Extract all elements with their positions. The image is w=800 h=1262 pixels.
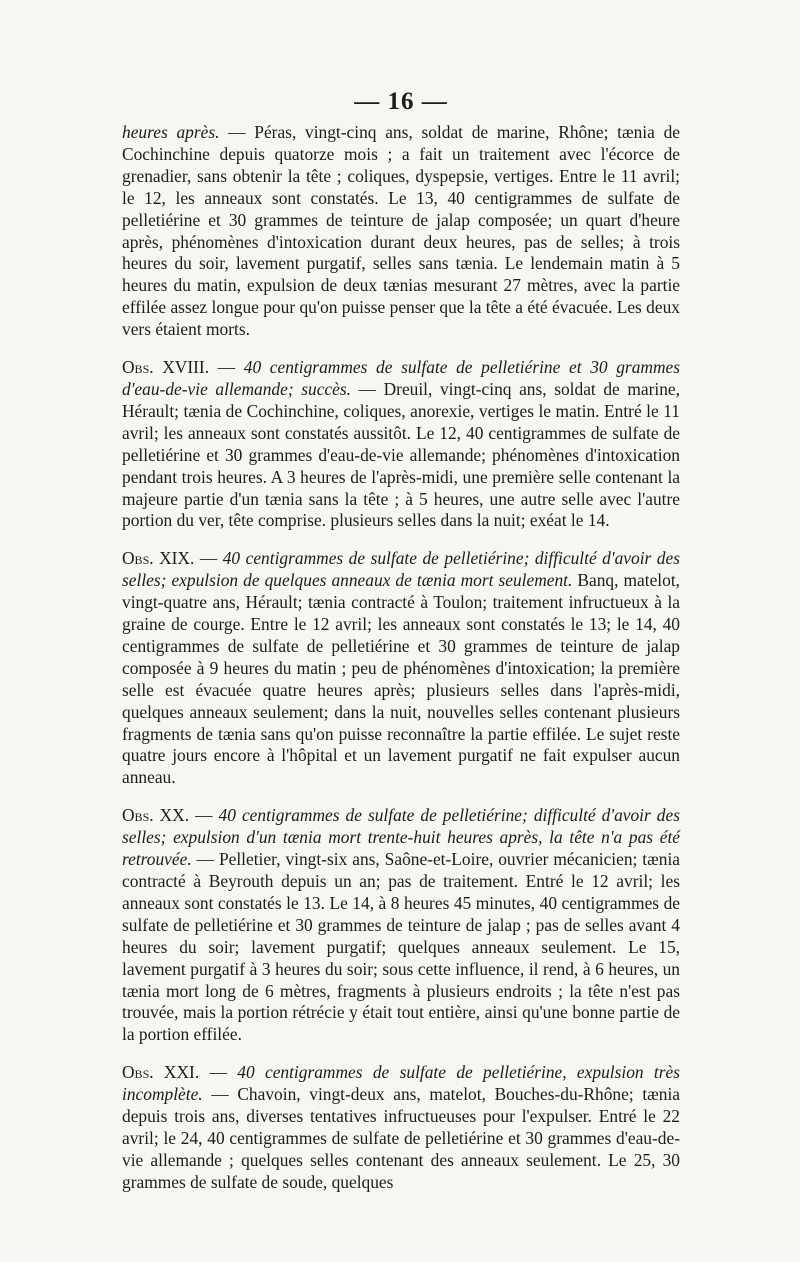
observation-label: Obs. XIX. [122, 548, 195, 569]
paragraph-body: Banq, matelot, vingt-quatre ans, Hérault; tænia contracté à Toulon; traitement infructueux à la graine de courge. Entre le 12 avril; les anneaux sont constatés le 13; le 14, 40 centigrammes de sulfate de pelletiérine et 30 grammes de teinture de jalap composée à 9 heures du matin ; peu de phénomènes d'intoxication; la première selle est évacuée quatre heures après; plusieurs selles dans l'après-midi, quelques anneaux seulement; dans la nuit, nouvelles selles contenant plusieurs fragments de tænia sans qu'on puisse reconnaître la partie effilée. Le sujet reste quatre jours encore à l'hôpital et un lavement purgatif ne fait expulser aucun anneau. [122, 570, 680, 788]
observation-label: Obs. XXI. [122, 1062, 200, 1083]
paragraph-obs-xxi [122, 1062, 680, 1193]
paragraph-obs-xix [122, 548, 680, 789]
lead-italic: heures après. [122, 122, 220, 142]
paragraph-obs-xvii-end [122, 122, 680, 341]
observation-label: Obs. XVIII. [122, 357, 210, 378]
paragraph-body: — Dreuil, vingt-cinq ans, soldat de marine, Hérault; tænia de Cochinchine, coliques, anorexie, vertiges le matin. Entré le 11 avril; les anneaux sont constatés aussitôt. Le 12, 40 centigrammes de sulfate de pelletiérine et 30 grammes d'eau-de-vie allemande; phénomènes d'intoxication pendant trois heures. A 3 heures de l'après-midi, une première selle contenant la majeure partie d'un tænia sans la tête ; à 5 heures, une autre selle avec l'autre portion du ver, tête comprise. plusieurs selles dans la nuit; exéat le 14. [122, 378, 681, 531]
paragraph-body: — Pelletier, vingt-six ans, Saône-et-Loire, ouvrier mécanicien; tænia contracté à Beyrouth depuis un an; pas de traitement. Entré le 12 avril; les anneaux sont constatés le 13. Le 14, à 8 heures 45 minutes, 40 centigrammes de sulfate de pelletiérine et 30 grammes de teinture de jalap ; pas de selles avant 4 heures du soir; lavement purgatif; quelques anneaux seulement. Le 15, lavement purgatif à 3 heures du soir; sous cette influence, il rend, à 6 heures, un tænia mort long de 6 mètres, fragments à plusieurs endroits ; la tête n'est pas trouvée, mais la portion rétrécie y était tout entière, ainsi qu'une bonne partie de la portion effilée. [122, 849, 680, 1045]
paragraph-obs-xx [122, 805, 680, 1046]
separator-dash: — [189, 805, 219, 826]
observation-title: 40 centigrammes de sulfate de pelletiérine et 30 grammes d'eau-de-vie allemande; succès. [122, 357, 680, 399]
paragraph-body: — Chavoin, vingt-deux ans, matelot, Bouches-du-Rhône; tænia depuis trois ans, diverses tentatives infructueuses pour l'expulser. Entré le 22 avril; le 24, 40 centigrammes de sulfate de pelletiérine et 30 grammes d'eau-de-vie allemande ; quelques selles contenant des anneaux seulement. Le 25, 30 grammes de sulfate de soude, quelques [122, 1084, 680, 1192]
observation-title: 40 centigrammes de sulfate de pelletiérine; difficulté d'avoir des selles; expulsion d'un tænia mort trente-huit heures après, la tête n'a pas été retrouvée. [122, 805, 680, 870]
separator-dash: — [209, 357, 244, 378]
observation-title: 40 centigrammes de sulfate de pelletiérine, expulsion très incomplète. [122, 1062, 680, 1105]
page-number: — 16 — [354, 88, 448, 115]
paragraph-obs-xviii [122, 357, 680, 532]
separator-dash: — [194, 548, 223, 569]
observation-label: Obs. XX. [122, 805, 190, 826]
separator-dash: — [199, 1062, 238, 1083]
paragraph-body: — Péras, vingt-cinq ans, soldat de marine, Rhône; tænia de Cochinchine depuis quatorze mois ; a fait un traitement avec l'écorce de grenadier, sans obtenir la tête ; coliques, dyspepsie, vertiges. Entre le 11 avril; le 12, les anneaux sont constatés. Le 13, 40 centigrammes de sulfate de pelletiérine et 30 grammes de teinture de jalap composée; un quart d'heure après, phénomènes d'intoxication durant deux heures, pas de selles; à trois heures du soir, lavement purgatif, selles sans tænia. Le lendemain matin à 5 heures du matin, expulsion de deux tænias mesurant 27 mètres, avec la partie effilée assez longue pour qu'on puisse penser que la tête a été évacuée. Les deux vers étaient morts. [122, 122, 680, 340]
observation-title: 40 centigrammes de sulfate de pelletiérine; difficulté d'avoir des selles; expulsion de quelques anneaux de tænia mort seulement. [122, 548, 680, 591]
